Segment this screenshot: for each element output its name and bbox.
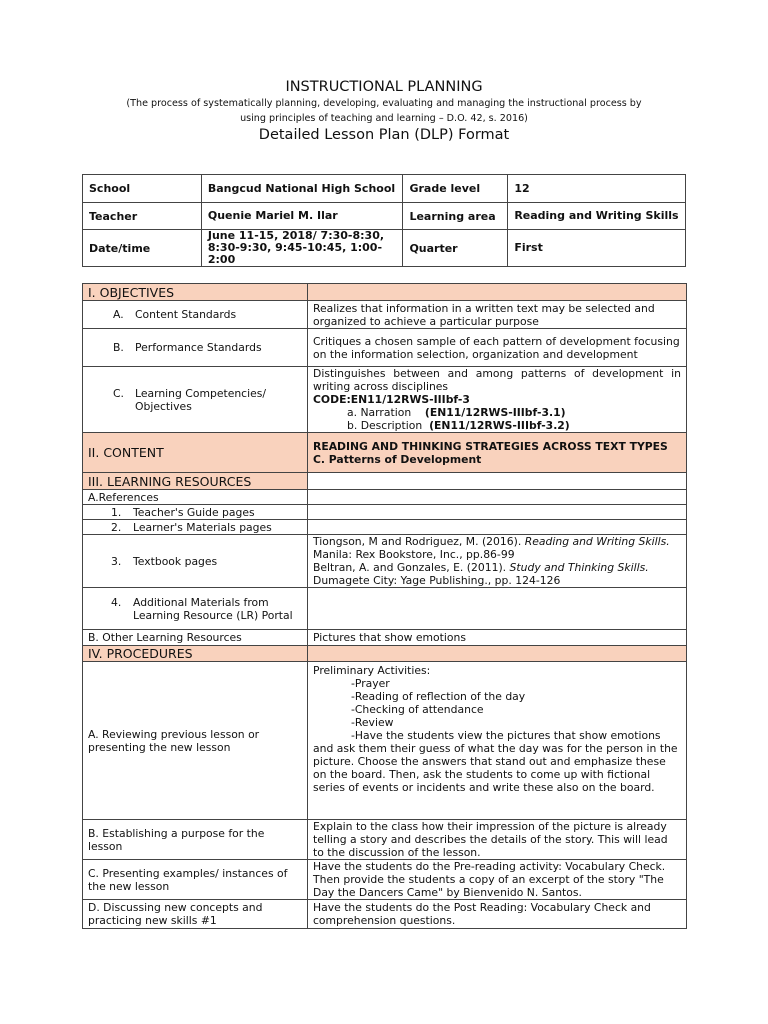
- info-table: [82, 174, 686, 267]
- objectives-heading: I. OBJECTIVES: [83, 284, 308, 301]
- document-title: INSTRUCTIONAL PLANNING: [285, 79, 483, 95]
- resources-heading: III. LEARNING RESOURCES: [83, 473, 308, 490]
- content-standards-row: [83, 301, 687, 329]
- textbook-ref-1: Tiongson, M and Rodriguez, M. (2016). Reading and Writing Skills. Manila: Rex Bookstore, Inc., pp.86-99: [313, 535, 670, 561]
- competencies-label: C. Learning Competencies/ Objectives: [83, 367, 308, 433]
- date-value: June 11-15, 2018/ 7:30-8:30, 8:30-9:30, 9:45-10:45, 1:00-2:00: [201, 230, 403, 267]
- performance-standards-row: [83, 329, 687, 367]
- grade-label: Grade level: [403, 175, 508, 203]
- document-subtitle-line2: using principles of teaching and learning – D.O. 42, s. 2016): [240, 113, 528, 124]
- info-row-school: [83, 175, 686, 203]
- procedure-c-text: Have the students do the Pre-reading activity: Vocabulary Check. Then provide the students a copy of an excerpt of the story "The Day the Dancers Came" by Bienvenido N. Santos.: [308, 860, 687, 900]
- procedure-b-label: B. Establishing a purpose for the lesson: [83, 820, 308, 860]
- competencies-row: [83, 367, 687, 433]
- procedures-heading: IV. PROCEDURES: [83, 646, 308, 662]
- content-text: READING AND THINKING STRATEGIES ACROSS TEXT TYPES C. Patterns of Development: [308, 433, 687, 473]
- other-resources-label: B. Other Learning Resources: [83, 630, 308, 646]
- content-standards-text: Realizes that information in a written text may be selected and organized to achieve a particular purpose: [308, 301, 687, 329]
- content-standards-label: A. Content Standards: [83, 301, 308, 329]
- content-heading: II. CONTENT: [83, 433, 308, 473]
- teachers-guide-row: [83, 505, 687, 520]
- description-line: b. Description (EN11/12RWS-IIIbf-3.2): [347, 419, 570, 432]
- procedure-c-row: [83, 860, 687, 900]
- additional-materials-label: 4. Additional Materials from Learning Resource (LR) Portal: [83, 588, 308, 630]
- format-title: Detailed Lesson Plan (DLP) Format: [258, 127, 510, 143]
- grade-value: 12: [508, 175, 686, 203]
- performance-standards-text: Critiques a chosen sample of each pattern of development focusing on the information selection, organization and development: [308, 329, 687, 367]
- school-label: School: [83, 175, 202, 203]
- learners-materials-label: 2. Learner's Materials pages: [83, 520, 308, 535]
- procedure-c-label: C. Presenting examples/ instances of the new lesson: [83, 860, 308, 900]
- document-subtitle-line1: (The process of systematically planning, developing, evaluating and managing the instructional process by: [126, 98, 642, 109]
- performance-standards-label: B. Performance Standards: [83, 329, 308, 367]
- teacher-value: Quenie Mariel M. Ilar: [201, 203, 403, 230]
- procedure-d-row: [83, 900, 687, 929]
- resources-heading-row: [83, 473, 687, 490]
- procedure-d-label: D. Discussing new concepts and practicing new skills #1: [83, 900, 308, 929]
- learning-area-label: Learning area: [403, 203, 508, 230]
- textbook-label: 3. Textbook pages: [83, 535, 308, 588]
- content-heading-row: [83, 433, 687, 473]
- additional-materials-row: [83, 588, 687, 630]
- quarter-label: Quarter: [403, 230, 508, 267]
- learning-area-value: Reading and Writing Skills: [508, 203, 686, 230]
- references-label: A.References: [83, 490, 308, 505]
- teacher-label: Teacher: [83, 203, 202, 230]
- quarter-value: First: [508, 230, 686, 267]
- objectives-heading-row: [83, 284, 687, 301]
- learners-materials-row: [83, 520, 687, 535]
- date-label: Date/time: [83, 230, 202, 267]
- info-row-date: [83, 230, 686, 267]
- procedure-a-row: [83, 662, 687, 820]
- lesson-plan-table: [82, 283, 687, 929]
- competencies-text: Distinguishes between and among patterns of development in writing across disciplines CODE:EN11/12RWS-IIIbf-3 a. Narration (EN11/12RWS-IIIbf-3.1) b. Description (EN11/12RWS-IIIbf-3.2): [308, 367, 687, 433]
- info-row-teacher: [83, 203, 686, 230]
- procedure-d-text: Have the students do the Post Reading: Vocabulary Check and comprehension questions.: [308, 900, 687, 929]
- references-row: [83, 490, 687, 505]
- textbook-references: [308, 535, 687, 588]
- other-resources-row: [83, 630, 687, 646]
- procedure-b-text: Explain to the class how their impression of the picture is already telling a story and describes the details of the story. This will lead to the discussion of the lesson.: [308, 820, 687, 860]
- other-resources-text: Pictures that show emotions: [308, 630, 687, 646]
- procedures-heading-row: [83, 646, 687, 662]
- procedure-a-text: Preliminary Activities: -Prayer -Reading of reflection of the day -Checking of attendance -Review -Have the students view the pictures that show emotions and ask them their guess of what the day was for the person in the picture. Choose the answers that stand out and emphasize these on the board. Then, ask the students to come up with fictional series of events or incidents and write these also on the board.: [308, 662, 687, 820]
- textbook-ref-2: Beltran, A. and Gonzales, E. (2011). Study and Thinking Skills. Dumagete City: Yage Publishing., pp. 124-126: [313, 561, 649, 587]
- procedure-a-label: A. Reviewing previous lesson or presenting the new lesson: [83, 662, 308, 820]
- narration-line: a. Narration (EN11/12RWS-IIIbf-3.1): [347, 406, 566, 419]
- teachers-guide-label: 1. Teacher's Guide pages: [83, 505, 308, 520]
- school-value: Bangcud National High School: [201, 175, 403, 203]
- competency-code: CODE:EN11/12RWS-IIIbf-3: [313, 393, 470, 406]
- textbook-row: [83, 535, 687, 588]
- procedure-b-row: [83, 820, 687, 860]
